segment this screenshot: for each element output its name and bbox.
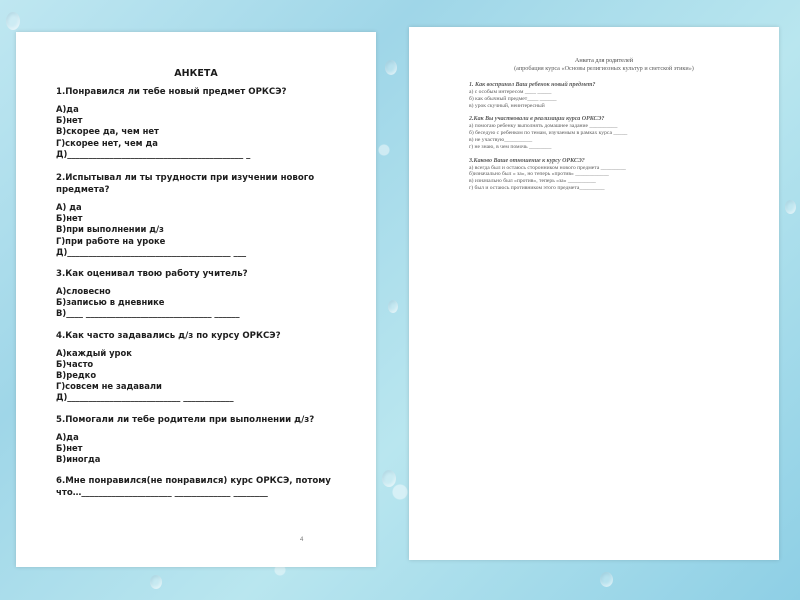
answer-option: б) беседую с ребенком по темам, изучаемым в рамках курса _____ (469, 130, 628, 137)
question-block (56, 172, 356, 258)
answer-option: А)да (56, 431, 79, 442)
answer-option: А) да (56, 202, 82, 213)
question-text: 2.Испытывал ли ты трудности при изучении нового предмета? (56, 173, 315, 196)
parent-questionnaire-title: Анкета для родителей (574, 57, 634, 64)
answer-option: Д)___________________________ ____________ (56, 392, 234, 403)
question-block (56, 268, 356, 320)
background-bubble (388, 300, 398, 313)
question-block (56, 475, 356, 499)
background-bubble (150, 575, 162, 589)
answer-option: А)каждый урок (56, 347, 132, 358)
answer-option: В)при выполнении д/з (56, 224, 164, 235)
answer-option: Г)при работе на уроке (56, 235, 166, 246)
answer-option: г) не знаю, в чем помочь ________ (469, 143, 552, 150)
answer-option: Б)нет (56, 213, 83, 224)
question-text: 4.Как часто задавались д/з по курсу ОРКСЭ? (56, 330, 281, 341)
answer-option: Б)нет (56, 115, 83, 126)
parent-questionnaire-subtitle: (апробация курса «Основы религиозных культур и светской этики») (514, 65, 694, 72)
answer-option: б)изначально был « за», но теперь «против» ____________ (469, 171, 609, 178)
answer-option: в) урок скучный, неинтересный (469, 102, 545, 109)
answer-option: Б)нет (56, 442, 83, 453)
answer-option: Д)_______________________________________ ___ (56, 246, 247, 257)
question-text: 3.Как оценивал твою работу учитель? (56, 269, 248, 280)
answer-option: Г)скорее нет, чем да (56, 137, 158, 148)
answer-option: Б)часто (56, 358, 94, 369)
question-text: 5.Помогали ли тебе родители при выполнении д/з? (56, 414, 315, 425)
question-block (56, 330, 356, 404)
question-text: 3.Каково Ваше отношение к курсу ОРКСЭ? (469, 157, 585, 164)
parent-questionnaire-sheet (409, 27, 779, 560)
question-block (469, 81, 739, 109)
question-text: 1.Понравился ли тебе новый предмет ОРКСЭ? (56, 87, 287, 97)
background-bubble (385, 60, 397, 75)
background-bubble (600, 572, 613, 587)
answer-option: В)скорее да, чем нет (56, 126, 159, 137)
question-text: 1. Как воспринял Ваш ребенок новый предмет? (469, 82, 596, 88)
answer-option: В)иногда (56, 454, 101, 465)
answer-option: В)редко (56, 370, 97, 381)
answer-option: А)да (56, 104, 79, 114)
question-block (56, 86, 356, 160)
answer-option: Г)совсем не задавали (56, 381, 162, 392)
answer-option: В)____ ______________________________ ______ (56, 308, 240, 319)
question-text: 6.Мне понравился(не понравился) курс ОРКСЭ, потому что…_____________________ _____________ ________ (56, 476, 331, 499)
answer-option: а) помогаю ребенку выполнять домашнее задание __________ (469, 123, 618, 130)
student-questionnaire-sheet (16, 32, 376, 567)
question-block (469, 157, 739, 192)
questionnaire-body (56, 86, 356, 509)
background-bubble (785, 200, 796, 214)
answer-option: Б)записью в дневнике (56, 297, 165, 308)
answer-option: в) не участвую__________ (469, 136, 533, 143)
question-block (469, 115, 739, 150)
answer-option: А)словесно (56, 286, 111, 297)
answer-option: г) был и остаюсь противником этого предмета_________ (469, 184, 605, 191)
background-bubble (382, 470, 396, 487)
questionnaire-title: АНКЕТА (174, 68, 218, 79)
parent-questionnaire-body (469, 57, 739, 198)
answer-option: б) как обычный предмет____ ______ (469, 95, 557, 102)
answer-option: Д)__________________________________________ _ (56, 148, 251, 159)
page-mark: 4 (300, 537, 304, 543)
answer-option: а) с особым интересом ____ _____ (469, 89, 552, 95)
background-bubble (6, 12, 20, 30)
answer-option: в) изначально был «против», теперь «за» __________ (469, 178, 596, 185)
question-text: 2.Как Вы участвовали в реализации курса ОРКСЭ? (469, 116, 605, 123)
question-block (56, 414, 356, 466)
answer-option: а) всегда был и остаюсь сторонником нового предмета _________ (469, 164, 626, 171)
